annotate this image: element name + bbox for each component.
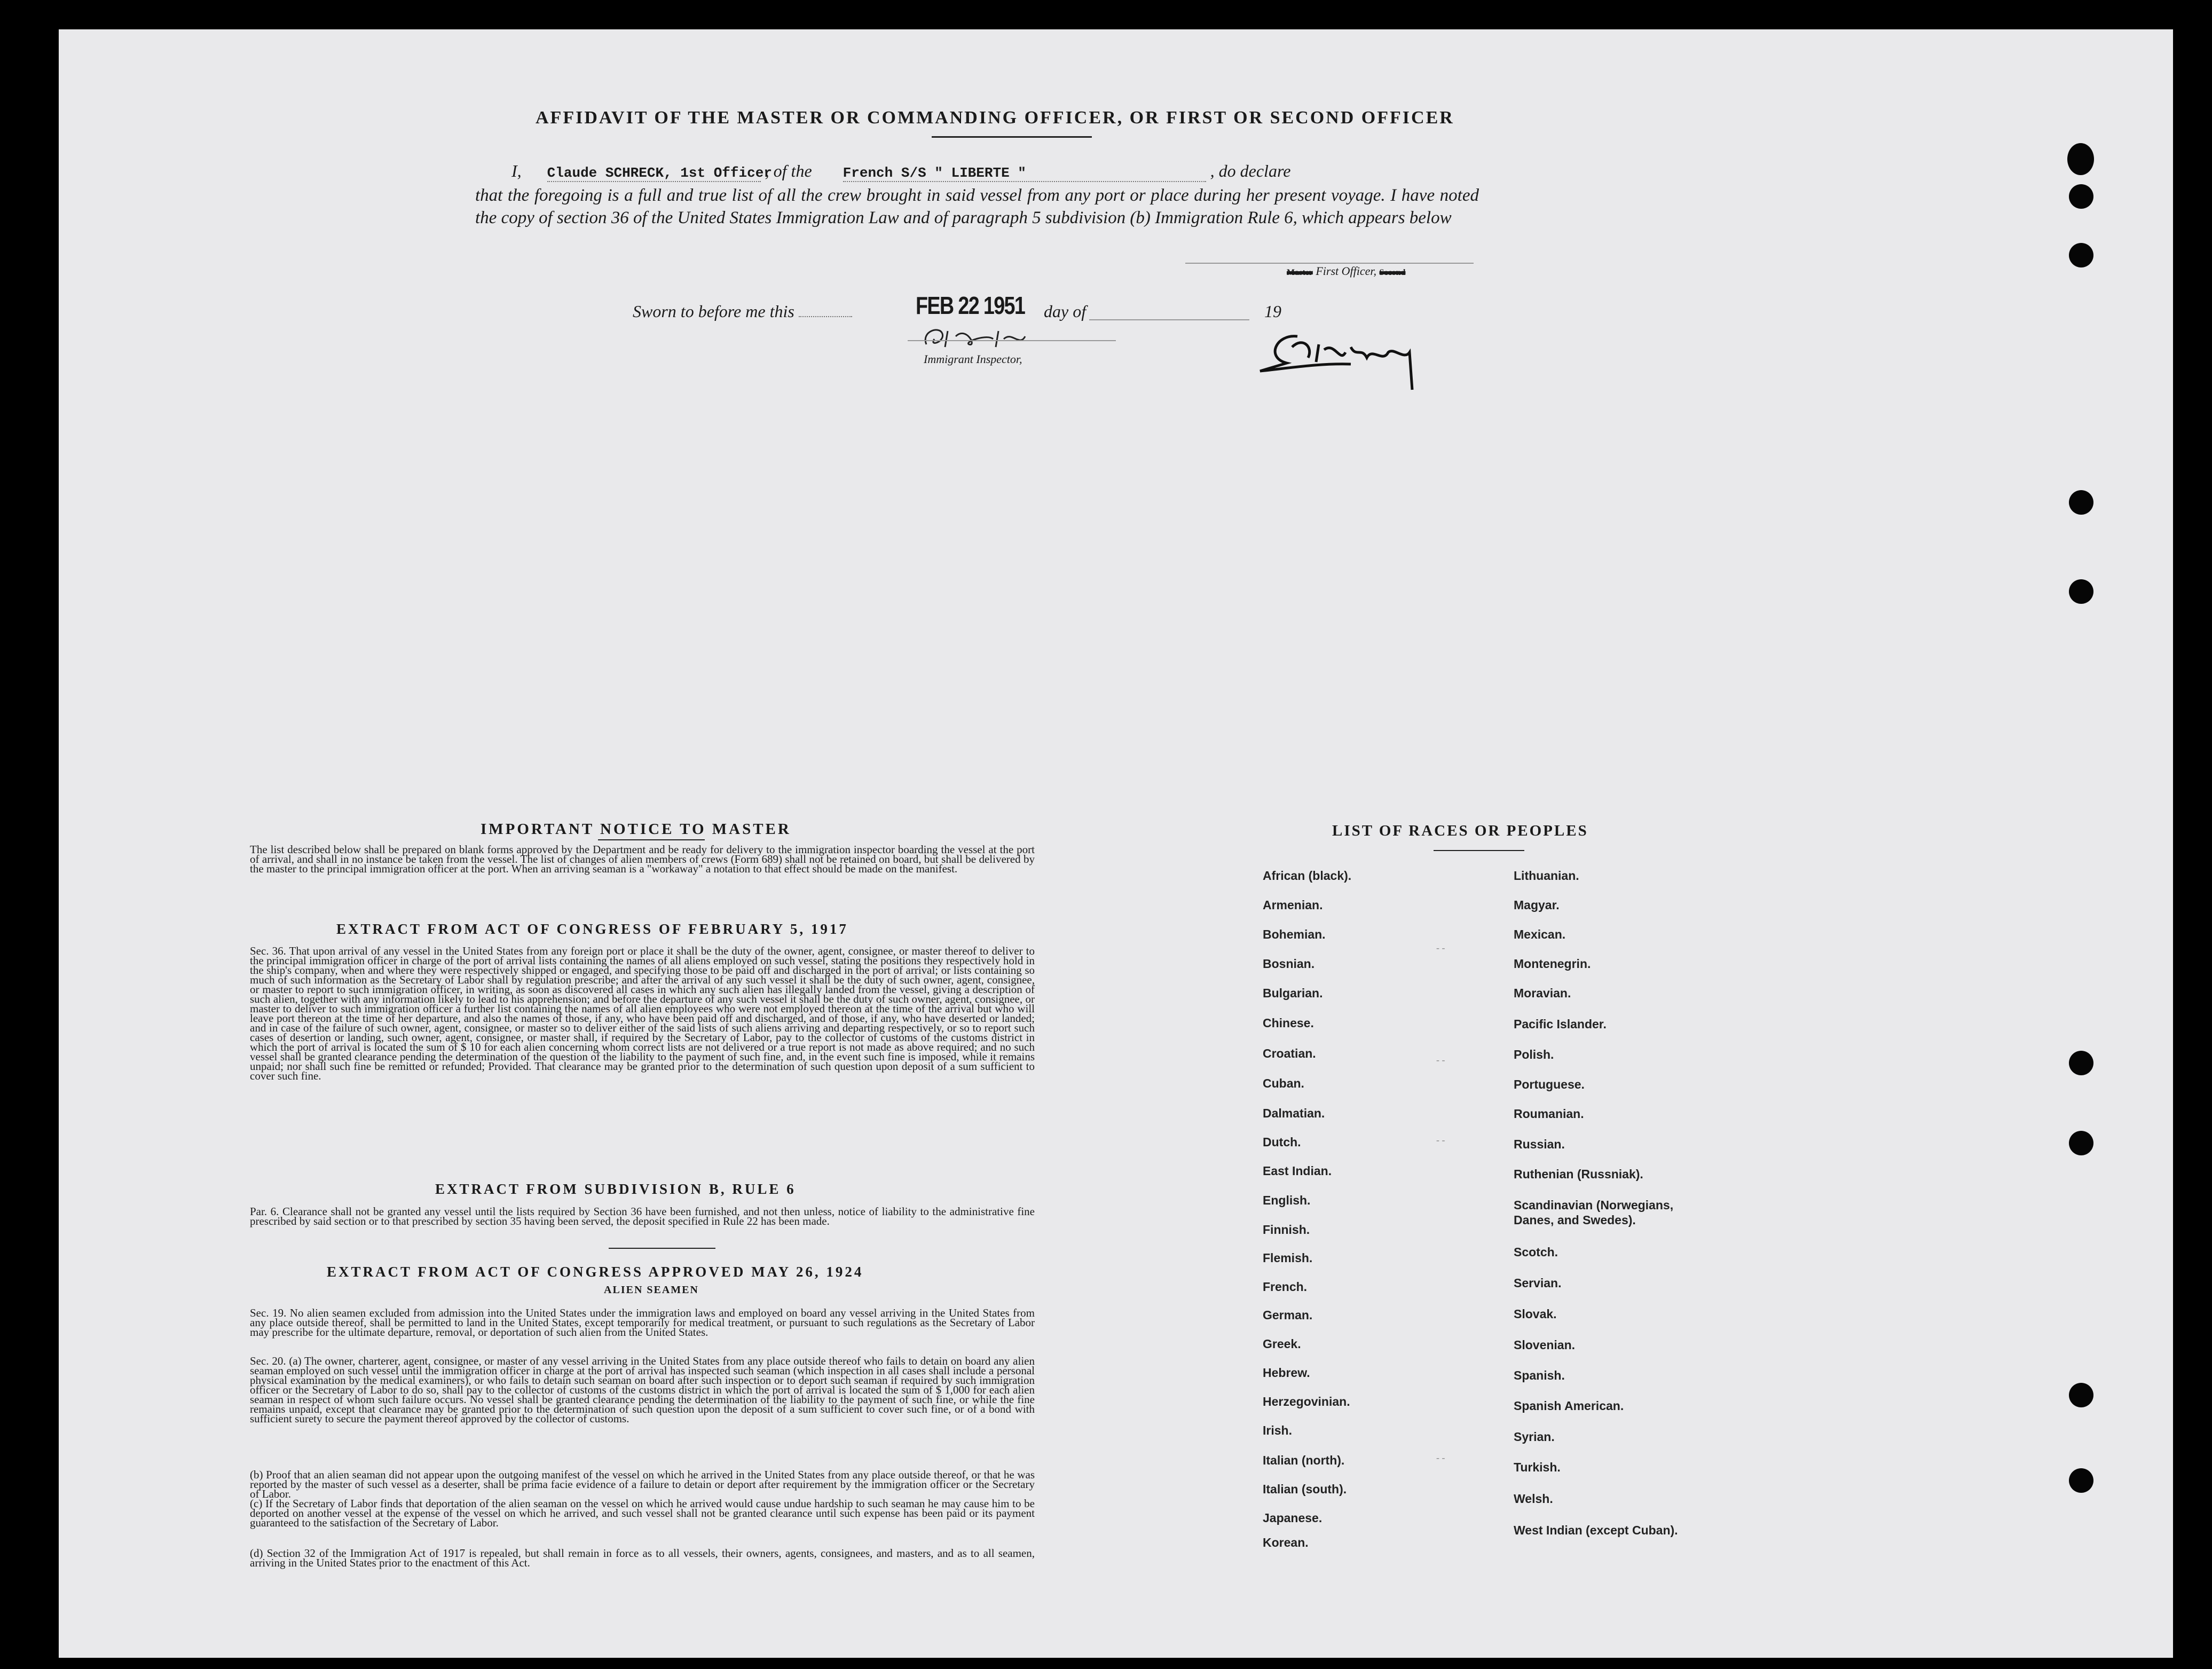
binder-hole <box>2069 1383 2093 1407</box>
struck-master: Master <box>1287 268 1313 277</box>
inspector-signature-line <box>908 340 1116 341</box>
struck-second: Second <box>1379 268 1406 277</box>
vessel-name: French S/S " LIBERTE " <box>843 165 1206 182</box>
day-of-label: day of <box>1044 302 1087 321</box>
race-item: East Indian. <box>1263 1164 1332 1178</box>
binder-hole <box>2069 184 2093 209</box>
sworn-line <box>633 302 852 321</box>
scan-mark: - - <box>1436 1452 1445 1463</box>
race-item: Korean. <box>1263 1536 1309 1549</box>
race-item: Moravian. <box>1514 986 1571 1000</box>
race-item: Bosnian. <box>1263 957 1315 971</box>
race-item: Mexican. <box>1514 927 1566 941</box>
race-item: Dalmatian. <box>1263 1106 1325 1120</box>
races-heading: LIST OF RACES OR PEOPLES <box>1332 822 1588 839</box>
binder-hole <box>2069 1051 2093 1075</box>
extract-1924-p1: Sec. 19. No alien seamen excluded from admission into the United States under the immigration laws and employed on board any vessel arriving in the United States from any place outside thereof, shall be permitted to land in the United States, except temporarily for medical treatment, or pursuant to such regulations as the Secretary of Labor may prescribe for the ultimate departure, removal, or deportation of such alien from the United States. <box>250 1306 1035 1339</box>
notice-text: The list described below shall be prepared on blank forms approved by the Department and be ready for delivery to the immigration inspector boarding the vessel at the port of arrival, and shall in no instance be taken from the vessel. The list of changes of alien members of crews (Form 689) shall not be retained on board, but shall be delivered by the master to the principal immigration officer at the port. When an arriving seaman is a "workaway" a notation to that effect should be made on the manifest. <box>250 843 1035 875</box>
do-declare-label: , do declare <box>1210 161 1291 180</box>
race-item: Finnish. <box>1263 1223 1310 1237</box>
race-item: Dutch. <box>1263 1135 1301 1149</box>
race-item: Irish. <box>1263 1423 1292 1437</box>
sworn-label: Sworn to before me this <box>633 302 794 321</box>
race-item: Roumanian. <box>1514 1107 1584 1121</box>
race-item: Scandinavian (Norwegians, Danes, and Swedes). <box>1514 1198 1674 1227</box>
race-item: African (black). <box>1263 869 1352 883</box>
title-underline <box>932 136 1092 138</box>
extract-1924-p4: (c) If the Secretary of Labor finds that deportation of the alien seaman on the vessel on which he arrived would cause undue hardship to such seaman he may cause him to be deported on another vessel at the expense of the vessel on which he arrived, and such vessel shall not be granted clearance until such expense has been paid or its payment guaranteed to the satisfaction of the Secretary of Labor. <box>250 1497 1035 1529</box>
race-item: Portuguese. <box>1514 1077 1585 1091</box>
race-item: Italian (north). <box>1263 1453 1345 1467</box>
scan-mark: - - <box>1436 1054 1445 1065</box>
race-item: Chinese. <box>1263 1016 1314 1030</box>
race-item: Spanish. <box>1514 1368 1565 1382</box>
race-item: Cuban. <box>1263 1076 1304 1090</box>
race-item: Ruthenian (Russniak). <box>1514 1167 1643 1181</box>
race-item: Pacific Islander. <box>1514 1017 1607 1031</box>
race-item: Slovenian. <box>1514 1338 1576 1352</box>
race-item: German. <box>1263 1308 1313 1322</box>
inspector-label: Immigrant Inspector, <box>924 352 1022 366</box>
scan-mark: - - <box>1436 942 1445 953</box>
race-item: Slovak. <box>1514 1307 1557 1321</box>
rule6-text: Par. 6. Clearance shall not be granted any vessel until the lists required by Section 36 have been furnished, and not then unless, notice of liability to the administrative fine prescribed by said section or to that prescribed by section 35 having been served, the deposit specified in Rule 22 has been made. <box>250 1205 1035 1227</box>
race-item: Turkish. <box>1514 1460 1561 1474</box>
race-item: Flemish. <box>1263 1251 1313 1265</box>
race-item: Polish. <box>1514 1048 1554 1061</box>
scan-mark: - - <box>1436 1135 1445 1145</box>
binder-hole <box>2069 490 2093 515</box>
notice-heading: IMPORTANT NOTICE TO MASTER <box>481 821 791 838</box>
race-item: Herzegovinian. <box>1263 1395 1350 1408</box>
binder-hole <box>2069 243 2093 267</box>
date-stamp: FEB 22 1951 <box>916 292 1025 319</box>
race-item: Servian. <box>1514 1276 1562 1290</box>
race-item: Russian. <box>1514 1137 1565 1151</box>
binder-hole <box>2069 1468 2093 1493</box>
races-underline <box>1434 850 1524 851</box>
race-item: Lithuanian. <box>1514 869 1579 883</box>
race-item: Scotch. <box>1514 1245 1558 1259</box>
rule6-underline <box>609 1248 715 1249</box>
officer-signature <box>1255 326 1468 400</box>
race-item: Italian (south). <box>1263 1482 1347 1496</box>
notice-underline <box>598 839 705 840</box>
extract-1917-heading: EXTRACT FROM ACT OF CONGRESS OF FEBRUARY 5, 1917 <box>336 921 848 937</box>
affidavit-title: AFFIDAVIT OF THE MASTER OR COMMANDING OFFICER, OR FIRST OR SECOND OFFICER <box>536 108 1454 128</box>
binder-hole <box>2067 143 2094 175</box>
race-item: Armenian. <box>1263 898 1323 912</box>
officer-title: First Officer, <box>1316 264 1377 278</box>
race-item: Syrian. <box>1514 1430 1555 1444</box>
officer-signature-line <box>1185 263 1474 264</box>
race-item: Magyar. <box>1514 898 1560 912</box>
year-prefix: 19 <box>1264 302 1281 321</box>
of-the-label: , of the <box>765 161 812 180</box>
race-item: French. <box>1263 1280 1308 1294</box>
race-item: Bulgarian. <box>1263 986 1323 1000</box>
rule6-heading: EXTRACT FROM SUBDIVISION B, RULE 6 <box>435 1181 796 1197</box>
race-item: Japanese. <box>1263 1511 1323 1525</box>
race-item: Croatian. <box>1263 1046 1316 1060</box>
race-item: Greek. <box>1263 1337 1301 1351</box>
binder-hole <box>2069 1131 2093 1155</box>
binder-hole <box>2069 579 2093 604</box>
race-item: Welsh. <box>1514 1492 1553 1506</box>
alien-seamen-subheading: ALIEN SEAMEN <box>604 1284 699 1296</box>
race-item: Bohemian. <box>1263 927 1326 941</box>
i-label: I, <box>511 161 522 180</box>
extract-1924-p2: Sec. 20. (a) The owner, charterer, agent, consignee, or master of any vessel arriving in the United States from any place outside thereof who fails to detain on board any alien seaman employed on such vessel until the immigration officer in charge at the port of arrival has inspected such seaman (which inspection in all cases shall include a personal physical examination by the medical examiners), or who fails to detain such seaman on board after such inspection or to deport such seaman if required by such immigration officer or the Secretary of Labor to do so, shall pay to the collector of customs of the customs district in which the port of arrival is located the sum of $ 1,000 for each alien seaman in respect of whom such failure occurs. No vessel shall be granted clearance pending the determination of the liability to the payment of such fine, or while the fine remains unpaid, except that clearance may be granted prior to the determination of such question upon the deposit of a sum sufficient to cover such fine, or of a bond with sufficient surety to secure the payment thereof approved by the collector of customs. <box>250 1355 1035 1425</box>
day-of-underline <box>1089 319 1249 320</box>
extract-1924-p3: (b) Proof that an alien seaman did not appear upon the outgoing manifest of the vessel on which he arrived in the United States from any place outside thereof, or that he was reported by the master of such vessel as a deserter, shall be prima facie evidence of a failure to detain or deport after requirement by the immigration officer or the Secretary of Labor. <box>250 1468 1035 1500</box>
race-item: Montenegrin. <box>1514 957 1591 971</box>
declaration-text: that the foregoing is a full and true list of all the crew brought in said vessel from any port or place during her present voyage. I have noted the copy of section 36 of the United States Immigration Law and of paragraph 5 subdivision (b) Immigration Rule 6, which appears below <box>475 186 1479 227</box>
extract-1917-text: Sec. 36. That upon arrival of any vessel in the United States from any foreign port or place it shall be the duty of the owner, agent, consignee, or master thereof to deliver to the principal immigration officer in charge of the port of arrival lists containing the names of all aliens employed on such vessel, stating the positions they respectively hold in the ship's company, when and where they were respectively shipped or engaged, and specifying those to be paid off and discharged in the port of arrival; or lists containing so much of such information as the Secretary of Labor shall by regulation prescribe; and after the arrival of any such vessel it shall be the duty of such owner, agent, consignee, or master to report to such immigration officer, in writing, as soon as discovered all cases in which any such alien has illegally landed from the vessel, giving a description of such alien, together with any information likely to lead to his apprehension; and before the departure of any such vessel it shall be the duty of such owner, agent, consignee, or master to deliver to such immigration officer a further list containing the names of all alien employees who were not employed thereon at the time of the arrival but who will leave port thereon at the time of her departure, and also the names of those, if any, who have been paid off and discharged, and of those, if any, who have deserted or landed; and in case of the failure of such owner, agent, consignee, or master so to deliver either of the said lists of such aliens arriving and departing respectively, or so to report such cases of desertion or landing, such owner, agent, consignee, or master shall, if required by the Secretary of Labor, pay to the collector of customs of the customs district in which the port of arrival is located the sum of $ 10 for each alien concerning whom correct lists are not delivered or a true report is not made as above required; and no such vessel shall be granted clearance pending the determination of the question of the liability to the payment of such fine, and, in the event such fine is imposed, while it remains unpaid; nor shall such fine be remitted or refunded; Provided. That clearance may be granted prior to the determination of such question upon deposit of a sum sufficient to cover such fine. <box>250 944 1035 1082</box>
race-item: West Indian (except Cuban). <box>1514 1523 1678 1537</box>
declarant-line <box>511 161 1290 182</box>
race-item: Spanish American. <box>1514 1399 1624 1413</box>
officer-title-line <box>1287 264 1405 278</box>
race-item: English. <box>1263 1193 1311 1207</box>
race-item: Hebrew. <box>1263 1366 1310 1380</box>
extract-1924-heading: EXTRACT FROM ACT OF CONGRESS APPROVED MAY 26, 1924 <box>327 1264 864 1280</box>
officer-name: Claude SCHRECK, 1st Officer <box>547 165 772 181</box>
extract-1924-p5: (d) Section 32 of the Immigration Act of 1917 is repealed, but shall remain in force as to all vessels, their owners, agents, consignees, and masters, and as to all seamen, arriving in the United States prior to the enactment of this Act. <box>250 1547 1035 1569</box>
